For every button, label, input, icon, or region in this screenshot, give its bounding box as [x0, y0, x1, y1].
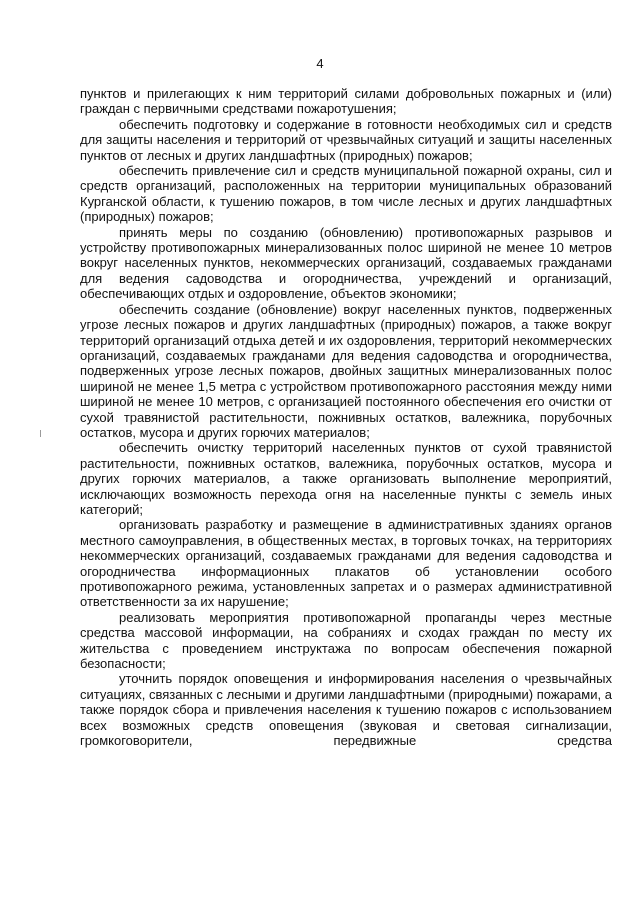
- paragraph-propaganda: реализовать мероприятия противопожарной пропаганды через местные средства массовой информации, на собраниях и сходах граждан по месту их жительства с проведением инструктажа по вопросам обеспечения пожарной безопасности;: [80, 609, 612, 672]
- paragraph-forces-involvement: обеспечить привлечение сил и средств муниципальной пожарной охраны, сил и средств организаций, расположенных на территории муниципальных образований Курганской области, к тушению пожаров, в том числе лесных и других ландшафтных (природных) пожаров;: [80, 163, 612, 225]
- document-body: [80, 86, 612, 748]
- paragraph-cleaning: обеспечить очистку территорий населенных пунктов от сухой травянистой растительности, пожнивных остатков, валежника, порубочных остатков, мусора и других горючих материалов, а также организовать выполнение мероприятий, исключающих возможность перехода огня на населенные пункты с земель иных категорий;: [80, 440, 612, 517]
- paragraph-protective-strips: обеспечить создание (обновление) вокруг населенных пунктов, подверженных угрозе лесных пожаров и других ландшафтных (природных) пожаров, а также вокруг территорий организаций отдыха детей и их оздоровления, территорий некоммерческих организаций, создаваемых гражданами для ведения садоводства и огородничества, подверженных угрозе лесных пожаров, двойных защитных минерализованных полос шириной не менее 1,5 метра с устройством противопожарного расстояния между ними шириной не менее 10 метров, с организацией постоянного обеспечения его очистки от сухой травянистой растительности, пожнивных остатков, валежника, порубочных остатков, мусора и других горючих материалов;: [80, 301, 612, 440]
- page-number: 4: [316, 56, 324, 71]
- paragraph-firebreaks: принять меры по созданию (обновлению) противопожарных разрывов и устройству противопожарных минерализованных полос шириной не менее 10 метров вокруг населенных пунктов, некоммерческих организаций, создаваемых гражданами для ведения садоводства и огородничества, учреждений и организаций, обеспечивающих отдых и оздоровление, объектов экономики;: [80, 224, 612, 302]
- paragraph-posters: организовать разработку и размещение в административных зданиях органов местного самоуправления, в общественных местах, в торговых точках, на территориях некоммерческих организаций, создаваемых гражданами для ведения садоводства и огородничества информационных плакатов об установлении особого противопожарного режима, установленных запретах и о размерах административной ответственности за их нарушение;: [80, 517, 612, 610]
- margin-mark: [40, 430, 41, 437]
- paragraph-continuation: пунктов и прилегающих к ним территорий силами добровольных пожарных и (или) граждан с первичными средствами пожаротушения;: [80, 86, 612, 117]
- paragraph-notification: уточнить порядок оповещения и информирования населения о чрезвычайных ситуациях, связанных с лесными и другими ландшафтными (природными) пожарами, а также порядок сбора и привлечения населения к тушению пожаров с использованием всех возможных средств оповещения (звуковая и световая сигнализации, громкоговорители, передвижные средства: [80, 671, 612, 749]
- paragraph-forces-preparation: обеспечить подготовку и содержание в готовности необходимых сил и средств для защиты населения и территорий от чрезвычайных ситуаций и защиты населенных пунктов от лесных и других ландшафтных (природных) пожаров;: [80, 116, 612, 163]
